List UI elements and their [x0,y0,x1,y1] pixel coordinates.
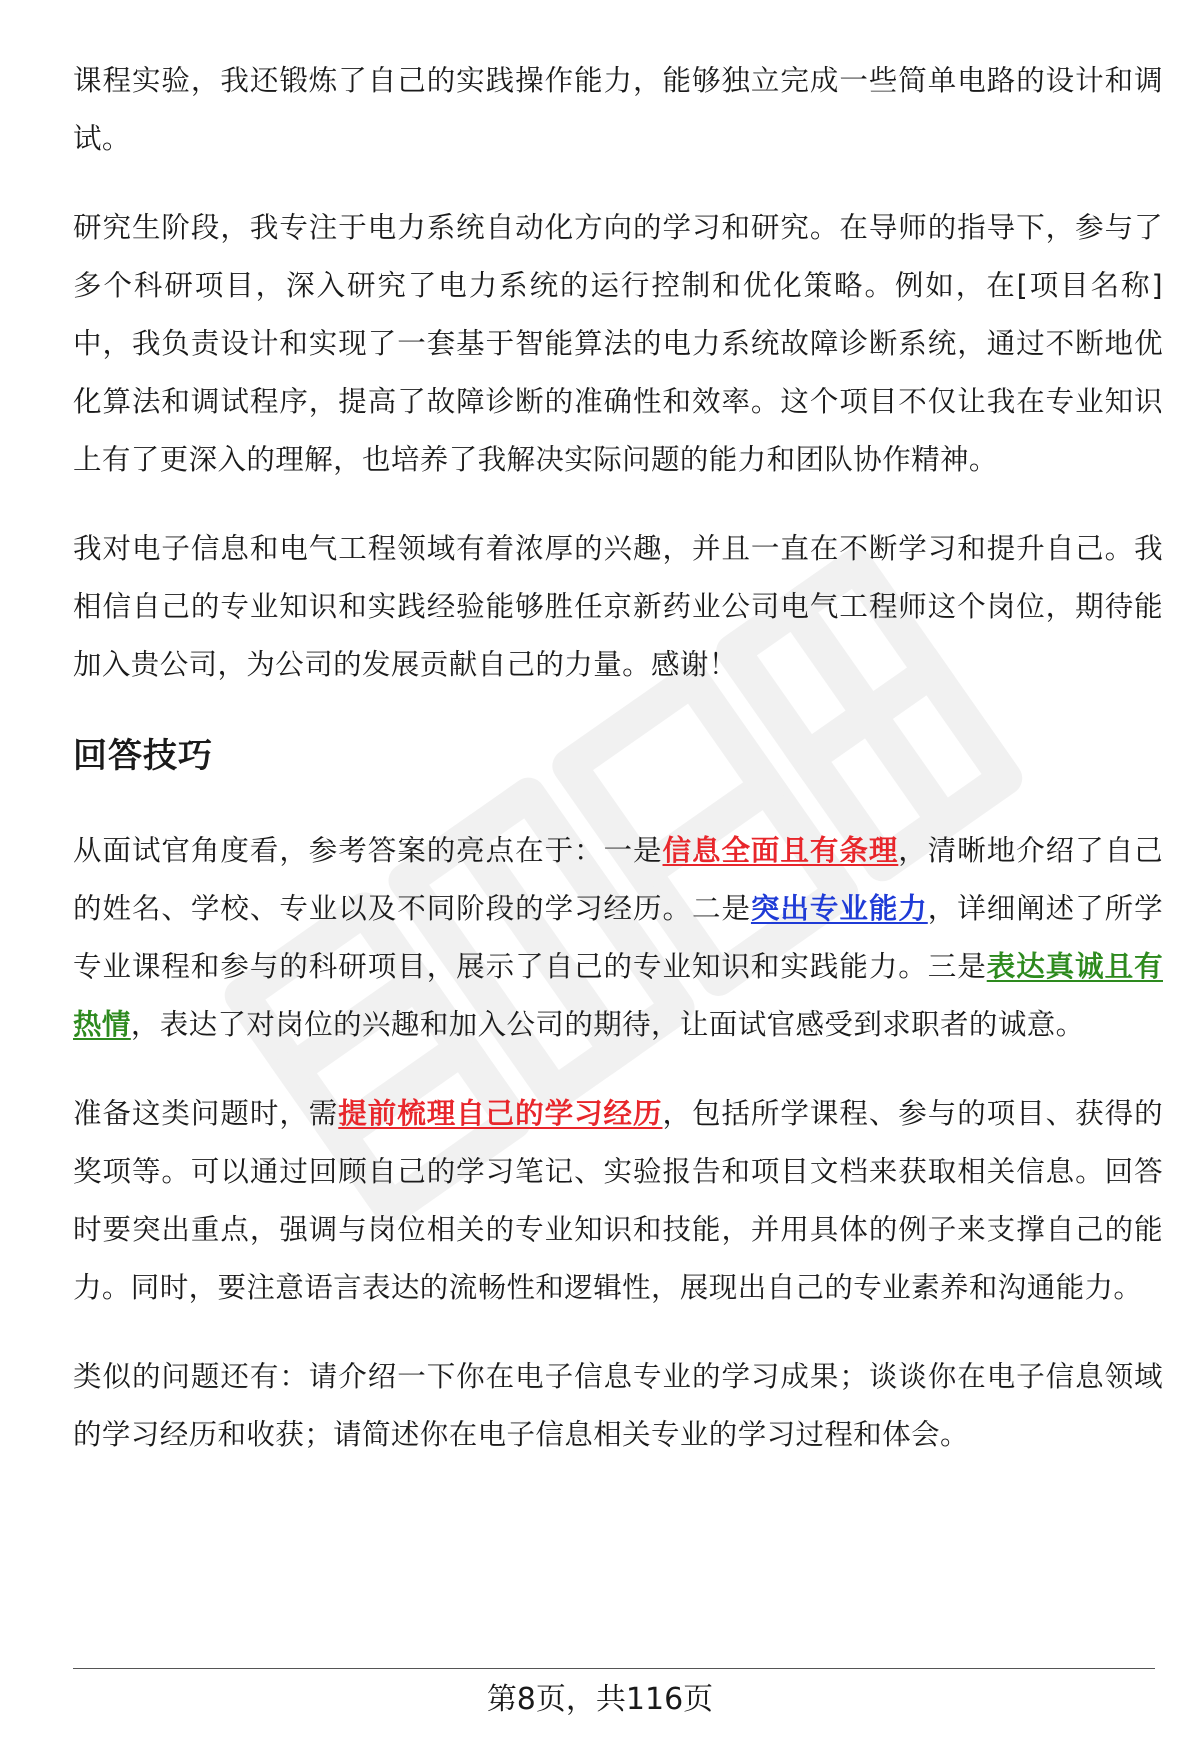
section-title: 回答技巧 [73,736,213,776]
highlight-comprehensive: 信息全面且有条理 [662,834,899,867]
paragraph-similar-questions: 类似的问题还有：请介绍一下你在电子信息专业的学习成果；谈谈你在电子信息领域的学习经历和收获；请简述你在电子信息相关专业的学习过程和体会。 [73,1360,1163,1451]
tip1-text-c: ，详细阐述了所学专业课程和参与的科研项目，展示了自己的专业知识和实践能力。三是 [73,892,1164,983]
tip1-text-a: 从面试官角度看，参考答案的亮点在于：一是 [73,834,663,867]
paragraph-interviewer-view [73,822,1163,1054]
highlight-professional: 突出专业能力 [750,892,928,925]
tip1-text-d: ，表达了对岗位的兴趣和加入公司的期待，让面试官感受到求职者的诚意。 [130,1008,1085,1041]
footer-divider [73,1668,1155,1669]
paragraph-preparation [73,1085,1163,1317]
tip1-text-b: ，清晰地介绍了自己的姓名、学校、专业以及不同阶段的学习经历。二是 [73,834,1163,925]
tip2-text-a: 准备这类问题时，需 [73,1097,339,1130]
paragraph-graduate-study: 研究生阶段，我专注于电力系统自动化方向的学习和研究。在导师的指导下，参与了多个科研项目，深入研究了电力系统的运行控制和优化策略。例如，在[项目名称]中，我负责设计和实现了一套基于智能算法的电力系统故障诊断系统，通过不断地优化算法和调试程序，提高了故障诊断的准确性和效率。这个项目不仅让我在专业知识上有了更深入的理解，也培养了我解决实际问题的能力和团队协作精神。 [73,211,1163,476]
tip2-text-b: ，包括所学课程、参与的项目、获得的奖项等。可以通过回顾自己的学习笔记、实验报告和项目文档来获取相关信息。回答时要突出重点，强调与岗位相关的专业知识和技能，并用具体的例子来支撑自己的能力。同时，要注意语言表达的流畅性和逻辑性，展现出自己的专业素养和沟通能力。 [73,1097,1163,1304]
paragraph-experiment: 课程实验，我还锻炼了自己的实践操作能力，能够独立完成一些简单电路的设计和调试。 [73,64,1163,155]
highlight-review-experience: 提前梳理自己的学习经历 [338,1097,663,1130]
highlight-sincere: 表达真诚且有热情 [73,950,1163,1041]
paragraph-interest: 我对电子信息和电气工程领域有着浓厚的兴趣，并且一直在不断学习和提升自己。我相信自己的专业知识和实践经验能够胜任京新药业公司电气工程师这个岗位，期待能加入贵公司，为公司的发展贡献自己的力量。感谢！ [73,532,1163,681]
page-number: 第8页，共116页 [486,1682,714,1717]
document-body [73,52,1163,1495]
